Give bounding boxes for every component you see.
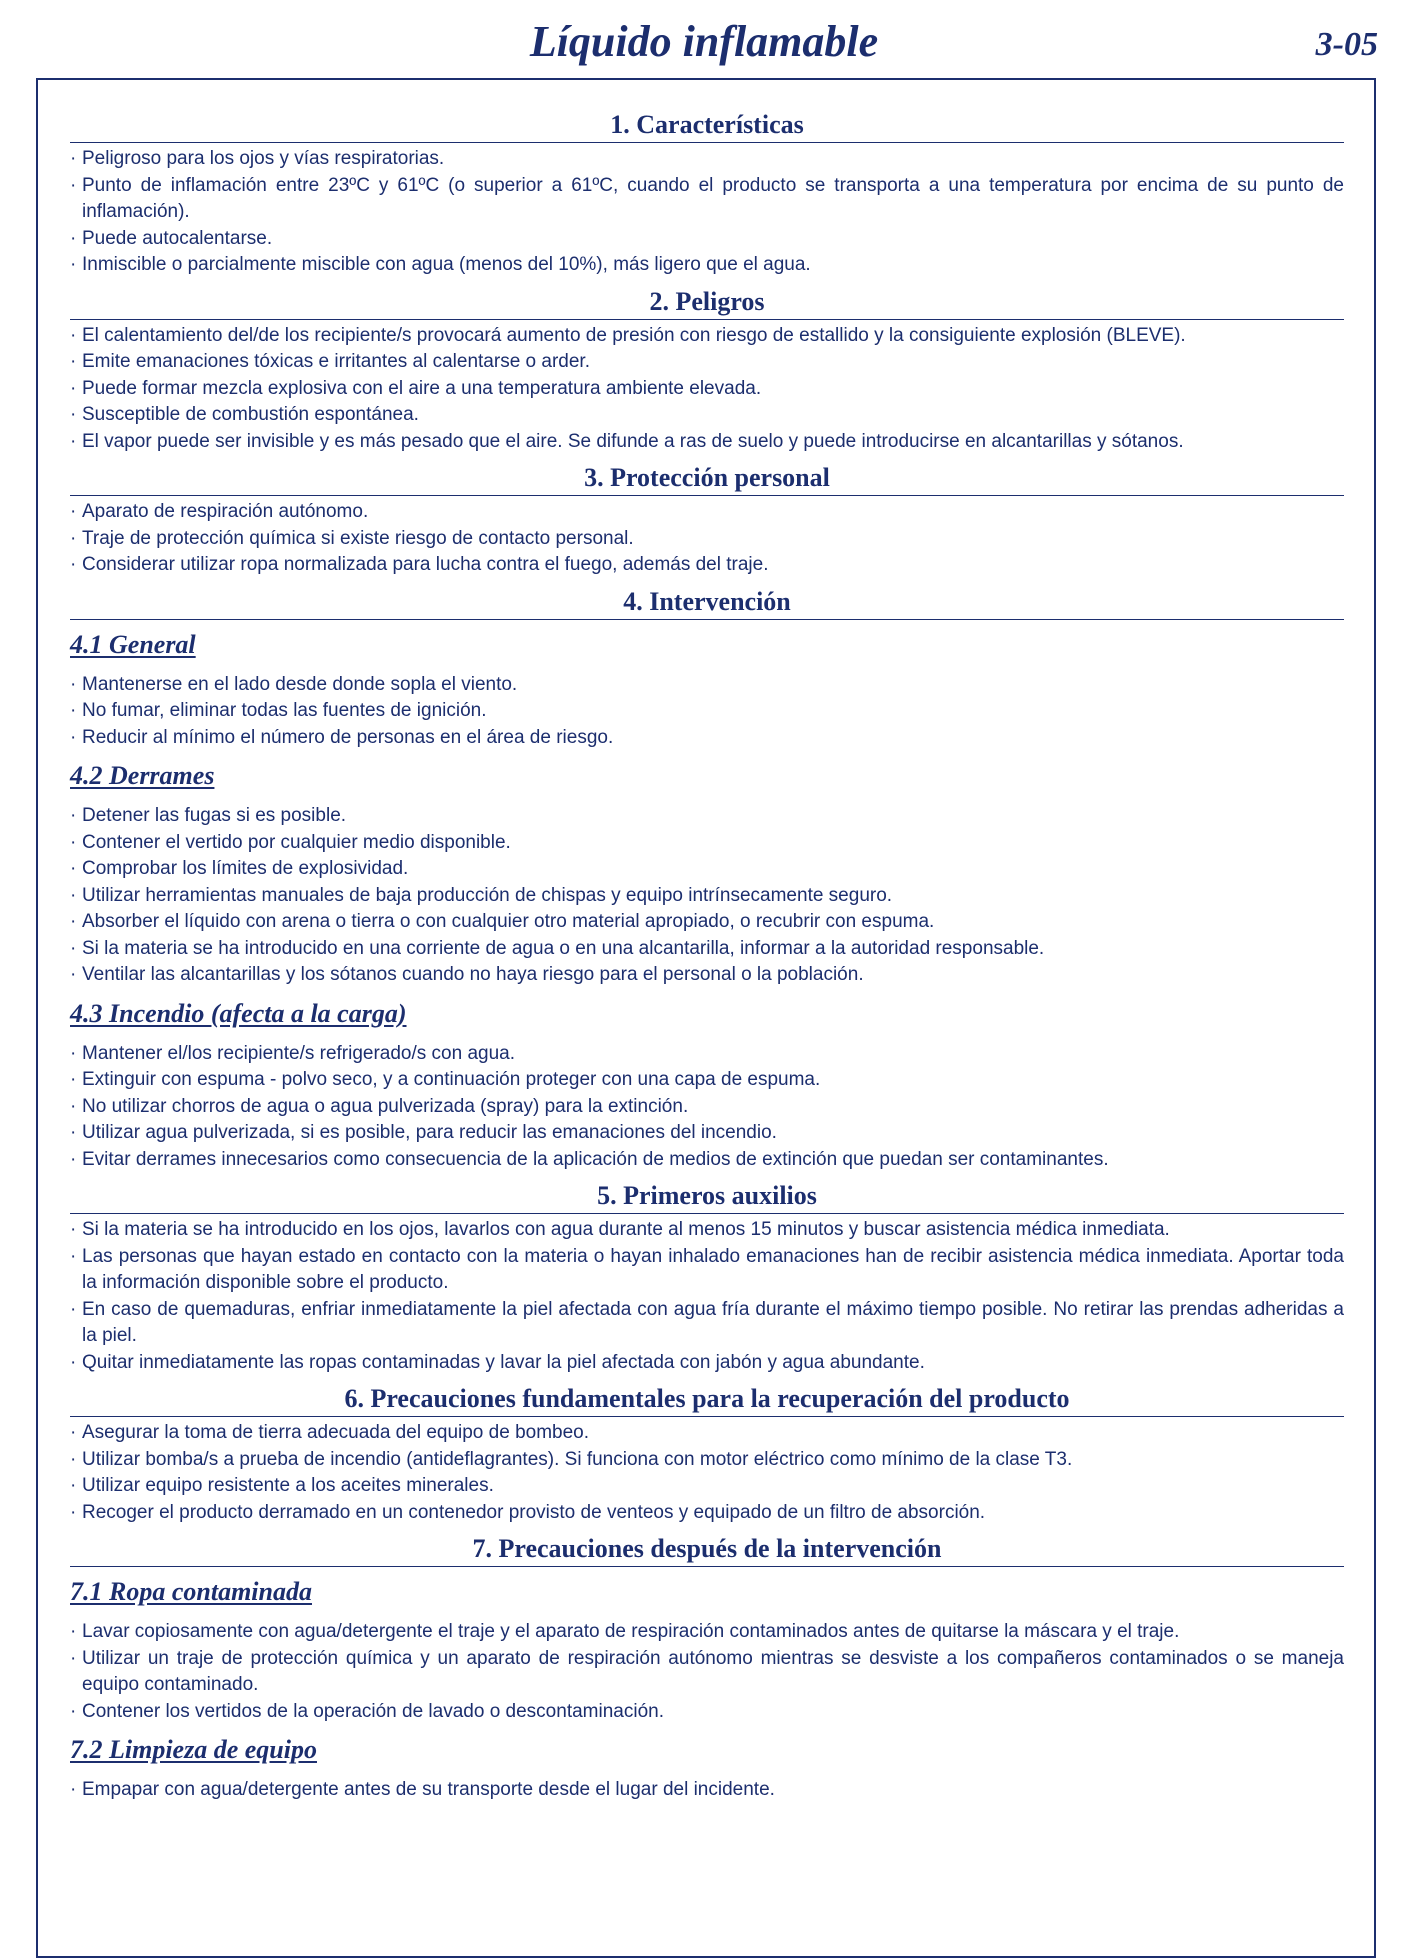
bullet-item: · No fumar, eliminar todas las fuentes de ignición. bbox=[70, 698, 1344, 725]
section-heading: 2. Peligros bbox=[70, 287, 1344, 320]
bullet-item: · El vapor puede ser invisible y es más pesado que el aire. Se difunde a ras de suelo y puede introducirse en alcantarillas y sótanos. bbox=[70, 429, 1344, 456]
bullet-item: · Detener las fugas si es posible. bbox=[70, 803, 1344, 830]
section-heading: 7. Precauciones después de la intervención bbox=[70, 1534, 1344, 1567]
bullet-item: · Utilizar equipo resistente a los aceites minerales. bbox=[70, 1473, 1344, 1500]
bullet-item: · Las personas que hayan estado en contacto con la materia o hayan inhalado emanaciones han de recibir asistencia médica inmediata. Aportar toda la información disponible sobre el producto. bbox=[70, 1244, 1344, 1297]
bullet-item: · Quitar inmediatamente las ropas contaminadas y lavar la piel afectada con jabón y agua abundante. bbox=[70, 1350, 1344, 1377]
bullet-item: · Inmiscible o parcialmente miscible con agua (menos del 10%), más ligero que el agua. bbox=[70, 252, 1344, 279]
section bbox=[70, 587, 1344, 1174]
bullet-item: · Absorber el líquido con arena o tierra o con cualquier otro material apropiado, o recubrir con espuma. bbox=[70, 909, 1344, 936]
bullet-item: · Susceptible de combustión espontánea. bbox=[70, 402, 1344, 429]
bullet-list bbox=[70, 803, 1344, 989]
subsection-heading: 4.3 Incendio (afecta a la carga) bbox=[70, 998, 407, 1028]
section bbox=[70, 1384, 1344, 1526]
bullet-item: · Empapar con agua/detergente antes de su transporte desde el lugar del incidente. bbox=[70, 1777, 1344, 1804]
bullet-list bbox=[70, 1777, 1344, 1804]
bullet-item: · Comprobar los límites de explosividad. bbox=[70, 856, 1344, 883]
bullet-item: · Punto de inflamación entre 23ºC y 61ºC (o superior a 61ºC, cuando el producto se transporta a una temperatura por encima de su punto de inflamación). bbox=[70, 173, 1344, 226]
subsection-heading: 4.1 General bbox=[70, 629, 196, 659]
bullet-list bbox=[70, 1217, 1344, 1376]
bullet-list bbox=[70, 323, 1344, 456]
subsection-heading: 7.2 Limpieza de equipo bbox=[70, 1735, 317, 1764]
bullet-item: · Recoger el producto derramado en un contenedor provisto de venteos y equipado de un filtro de absorción. bbox=[70, 1500, 1344, 1527]
bullet-item: · Asegurar la toma de tierra adecuada del equipo de bombeo. bbox=[70, 1420, 1344, 1447]
bullet-list bbox=[70, 1041, 1344, 1174]
bullet-list bbox=[70, 1619, 1344, 1725]
bullet-item: · Mantener el/los recipiente/s refrigerado/s con agua. bbox=[70, 1041, 1344, 1068]
section-heading: 5. Primeros auxilios bbox=[70, 1181, 1344, 1214]
bullet-item: · Extinguir con espuma - polvo seco, y a continuación proteger con una capa de espuma. bbox=[70, 1067, 1344, 1094]
bullet-item: · Evitar derrames innecesarios como consecuencia de la aplicación de medios de extinción que puedan ser contaminantes. bbox=[70, 1147, 1344, 1174]
bullet-item: · En caso de quemaduras, enfriar inmediatamente la piel afectada con agua fría durante el máximo tiempo posible. No retirar las prendas adheridas a la piel. bbox=[70, 1297, 1344, 1350]
bullet-item: · Utilizar un traje de protección química y un aparato de respiración autónomo mientras se desviste a los compañeros contaminados o se maneja equipo contaminado. bbox=[70, 1646, 1344, 1699]
bullet-list bbox=[70, 1420, 1344, 1526]
section-heading: 4. Intervención bbox=[70, 587, 1344, 620]
bullet-item: · Si la materia se ha introducido en los ojos, lavarlos con agua durante al menos 15 minutos y buscar asistencia médica inmediata. bbox=[70, 1217, 1344, 1244]
bullet-item: · Puede formar mezcla explosiva con el aire a una temperatura ambiente elevada. bbox=[70, 376, 1344, 403]
bullet-item: · Si la materia se ha introducido en una corriente de agua o en una alcantarilla, informar a la autoridad responsable. bbox=[70, 936, 1344, 963]
bullet-item: · Considerar utilizar ropa normalizada para lucha contra el fuego, además del traje. bbox=[70, 552, 1344, 579]
section bbox=[70, 110, 1344, 279]
subsection-heading: 7.1 Ropa contaminada bbox=[70, 1577, 312, 1606]
section bbox=[70, 1534, 1344, 1804]
bullet-item: · Utilizar agua pulverizada, si es posible, para reducir las emanaciones del incendio. bbox=[70, 1120, 1344, 1147]
bullet-list bbox=[70, 499, 1344, 579]
section bbox=[70, 287, 1344, 456]
bullet-item: · No utilizar chorros de agua o agua pulverizada (spray) para la extinción. bbox=[70, 1094, 1344, 1121]
bullet-item: · Mantenerse en el lado desde donde sopla el viento. bbox=[70, 672, 1344, 699]
section-heading: 3. Protección personal bbox=[70, 463, 1344, 496]
section-heading: 1. Características bbox=[70, 110, 1344, 143]
bullet-item: · Utilizar herramientas manuales de baja producción de chispas y equipo intrínsecamente seguro. bbox=[70, 883, 1344, 910]
bullet-item: · Utilizar bomba/s a prueba de incendio (antideflagrantes). Si funciona con motor eléctrico como mínimo de la clase T3. bbox=[70, 1447, 1344, 1474]
bullet-item: · Contener los vertidos de la operación de lavado o descontaminación. bbox=[70, 1699, 1344, 1726]
bullet-list bbox=[70, 146, 1344, 279]
page-title: Líquido inflamable bbox=[529, 17, 879, 66]
bullet-item: · Ventilar las alcantarillas y los sótanos cuando no haya riesgo para el personal o la población. bbox=[70, 962, 1344, 989]
subsection-heading: 4.2 Derrames bbox=[70, 761, 215, 790]
page-code: 3-05 bbox=[1315, 26, 1378, 63]
document-body bbox=[70, 110, 1344, 1804]
bullet-item: · Peligroso para los ojos y vías respiratorias. bbox=[70, 146, 1344, 173]
bullet-item: · El calentamiento del/de los recipiente/s provocará aumento de presión con riesgo de estallido y la consiguiente explosión (BLEVE). bbox=[70, 323, 1344, 350]
bullet-list bbox=[70, 672, 1344, 752]
bullet-item: · Emite emanaciones tóxicas e irritantes al calentarse o arder. bbox=[70, 349, 1344, 376]
bullet-item: · Aparato de respiración autónomo. bbox=[70, 499, 1344, 526]
bullet-item: · Reducir al mínimo el número de personas en el área de riesgo. bbox=[70, 725, 1344, 752]
section bbox=[70, 463, 1344, 579]
section-heading: 6. Precauciones fundamentales para la recuperación del producto bbox=[70, 1384, 1344, 1417]
section bbox=[70, 1181, 1344, 1376]
bullet-item: · Traje de protección química si existe riesgo de contacto personal. bbox=[70, 526, 1344, 553]
bullet-item: · Contener el vertido por cualquier medio disponible. bbox=[70, 830, 1344, 857]
bullet-item: · Puede autocalentarse. bbox=[70, 226, 1344, 253]
bullet-item: · Lavar copiosamente con agua/detergente el traje y el aparato de respiración contaminados antes de quitarse la máscara y el traje. bbox=[70, 1619, 1344, 1646]
